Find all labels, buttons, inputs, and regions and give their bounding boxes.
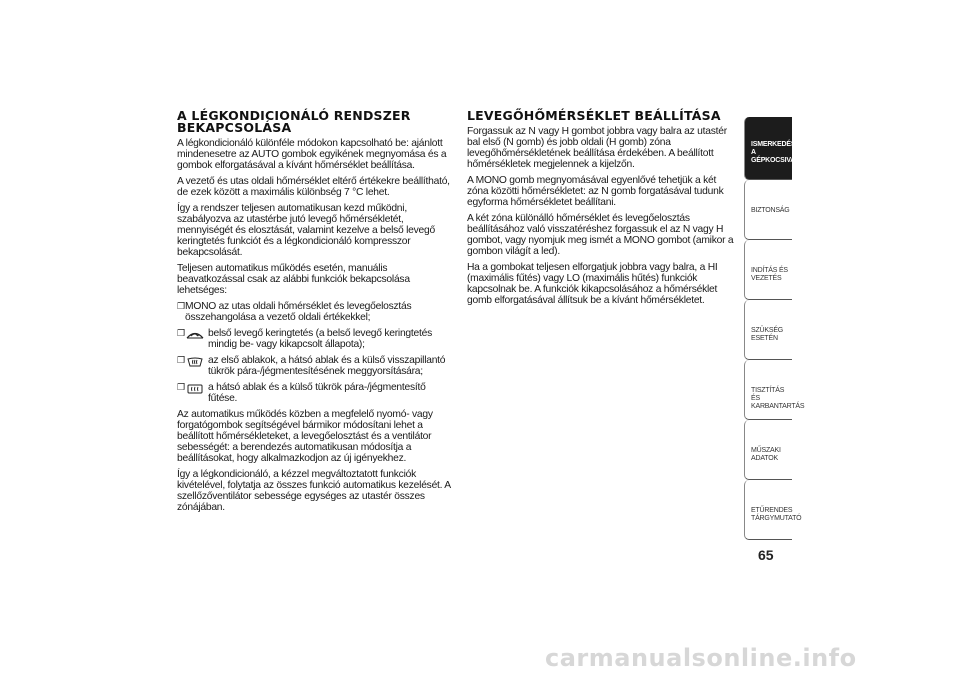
tab-starting-driving[interactable]: INDÍTÁS ÉS VEZETÉS [744,240,792,300]
paragraph: Teljesen automatikus működés esetén, manuális beavatkozással csak az alábbi funkciók bekapcsolása lehetséges: [177,263,410,296]
paragraph: A két zóna különálló hőmérséklet és levegőelosztás beállításához való visszatéréshez forgassuk el az N vagy H gombot, vagy nyomjuk meg ismét a MONO gombot (amikor a gombon világít a led). [467,213,734,257]
paragraph: Így a rendszer teljesen automatikusan kezd működni, szabályozva az utastérbe jutó levegő hőmérsékletét, mennyiségét és elosztását, valamint kezelve a belső levegő keringtetés funkciót és a légkondicionáló kompresszor bekapcsolását. [177,203,435,258]
tab-index[interactable]: ETŰRENDES TÁRGYMUTATÓ [744,480,792,540]
paragraph: A légkondicionáló különféle módokon kapcsolható be: ajánlott mindenesetre az AUTO gombok egyikének megnyomása és a gombok elforgatásával a kívánt hőmérséklet beállítása. [177,138,447,171]
bullet-windscreen: ❒ az első ablakok, a hátsó ablak és a külső visszapillantó tükrök pára-/jégmentesítésének meggyorsítására; [177,355,446,377]
left-column [177,110,457,518]
paragraph: Az automatikus működés közben a megfelelő nyomó- vagy forgatógombok segítségével bármikor módosítani lehet a beállított hőmérsékleteket, a levegőelosztást és a ventilátor sebességét: a berendezés automatikusan módosítja a beállításokat, hogy alkalmazkodjon az új igényekhez. [177,409,433,464]
tab-emergency[interactable]: SZÜKSÉG ESETÉN [744,300,792,360]
tab-safety[interactable]: BIZTONSÁG [744,180,792,240]
recirculation-icon [185,328,205,339]
right-column [467,110,739,311]
tab-getting-to-know[interactable]: ISMERKEDÉS A GÉPKOCSIVAL [744,117,792,180]
paragraph: Így a légkondicionáló, a kézzel megváltoztatott funkciók kivételével, folytatja az összes funkció automatikus kezelését. A szellőzőventilátor sebessége egységes az utastér összes zónájában. [177,469,451,513]
watermark: carmanualsonline.info [545,644,857,672]
bullet-mark: ❒ [177,301,186,311]
paragraph: Forgassuk az N vagy H gombot jobbra vagy balra az utastér bal első (N gomb) és jobb oldali (H gomb) zóna levegőhőmérsékletének beállítása érdekében. A beállított hőmérsékletek megjelennek a kijelzőn. [467,126,727,170]
windscreen-demist-icon [185,355,205,366]
page-number: 65 [758,547,774,563]
paragraph: A vezető és utas oldali hőmérséklet eltérő értékekre beállítható, de ezek között a maximális különbség 7 °C lehet. [177,176,450,198]
bullet-mark: ❒ [177,355,186,365]
paragraph: A MONO gomb megnyomásával egyenlővé tehetjük a két zóna közötti hőmérsékletet: az N gomb forgatásával tudunk egyforma hőmérsékletet beállítani. [467,175,724,208]
bullet-rear-window: ❒ a hátsó ablak és a külső tükrök pára-/jégmentesítő fűtése. [177,382,426,404]
section-title-temperature: LEVEGŐHŐMÉRSÉKLET BEÁLLÍTÁSA [467,108,721,123]
bullet-recirculation: ❒ belső levegő keringtetés (a belső levegő keringtetés mindig be- vagy kikapcsolt állapota); [177,328,432,350]
bullet-mark: ❒ [177,382,186,392]
section-title-ac: A LÉGKONDICIONÁLÓ RENDSZER BEKAPCSOLÁSA [177,108,411,135]
tab-maintenance[interactable]: TISZTÍTÁS ÉS KARBANTARTÁS [744,360,792,420]
rear-window-heater-icon [185,382,205,393]
bullet-mono: ❒ MONO az utas oldali hőmérséklet és levegőelosztás összehangolása a vezető oldali értékekkel; [177,301,412,323]
tab-technical-data[interactable]: MŰSZAKI ADATOK [744,420,792,480]
bullet-mark: ❒ [177,328,186,338]
chapter-tabs [744,117,805,540]
paragraph: Ha a gombokat teljesen elforgatjuk jobbra vagy balra, a HI (maximális fűtés) vagy LO (maximális hűtés) funkciók kapcsolnak be. A funkciók kikapcsolásához a hőmérséklet gomb elforgatásával állítsuk be a kívánt hőmérsékletet. [467,262,718,306]
